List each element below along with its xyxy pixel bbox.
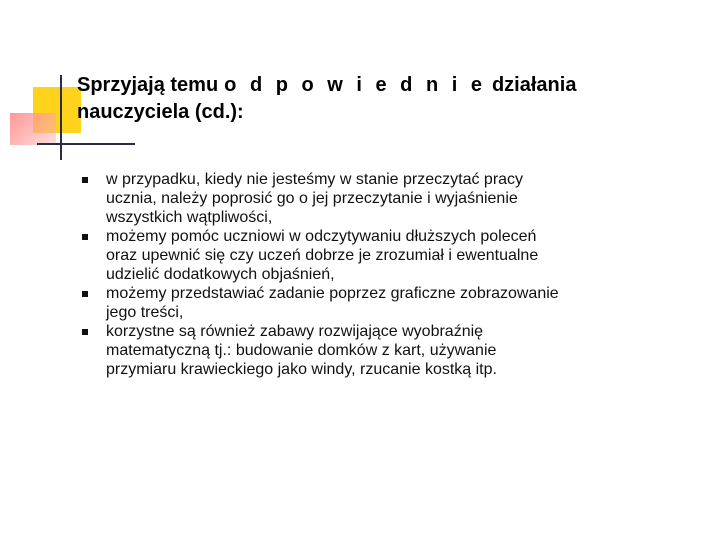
title-part-3: działania [491, 74, 577, 96]
bullet-line: jego treści, [106, 304, 184, 321]
bullet-line: matematyczną tj.: budowanie domków z kart, używanie [106, 342, 497, 359]
bullet-item [0, 284, 666, 322]
title-line-2: nauczyciela (cd.): [77, 101, 244, 123]
bullet-line: ucznia, należy poprosić go o jej przeczytanie i wyjaśnienie [106, 190, 518, 207]
bullet-square-icon [82, 291, 88, 297]
bullet-line: możemy przedstawiać zadanie poprzez graficzne zobrazowanie [106, 285, 559, 302]
bullet-square-icon [82, 329, 88, 335]
bullet-line: udzielić dodatkowych objaśnień, [106, 266, 335, 283]
bullet-square-icon [82, 234, 88, 240]
decor-vertical-line [60, 75, 62, 160]
bullet-line: w przypadku, kiedy nie jesteśmy w stanie przeczytać pracy [106, 171, 524, 188]
decor-pink-square [10, 113, 56, 145]
slide-title [77, 72, 677, 126]
bullet-item [0, 170, 666, 227]
bullet-item [0, 227, 666, 284]
bullet-item [0, 322, 666, 379]
bullet-line: wszystkich wątpliwości, [106, 209, 273, 226]
bullet-line: przymiaru krawieckiego jako windy, rzucanie kostką itp. [106, 361, 497, 378]
title-part-2: o d p o w i e d n i e [224, 74, 486, 96]
bullet-line: oraz upewnić się czy uczeń dobrze je zrozumiał i ewentualne [106, 247, 539, 264]
decor-horizontal-line [37, 143, 135, 145]
bullet-line: możemy pomóc uczniowi w odczytywaniu dłuższych poleceń [106, 228, 537, 245]
bullet-list [0, 170, 720, 379]
title-part-1: Sprzyjają temu [77, 74, 219, 96]
bullet-square-icon [82, 177, 88, 183]
bullet-line: korzystne są również zabawy rozwijające wyobraźnię [106, 323, 484, 340]
